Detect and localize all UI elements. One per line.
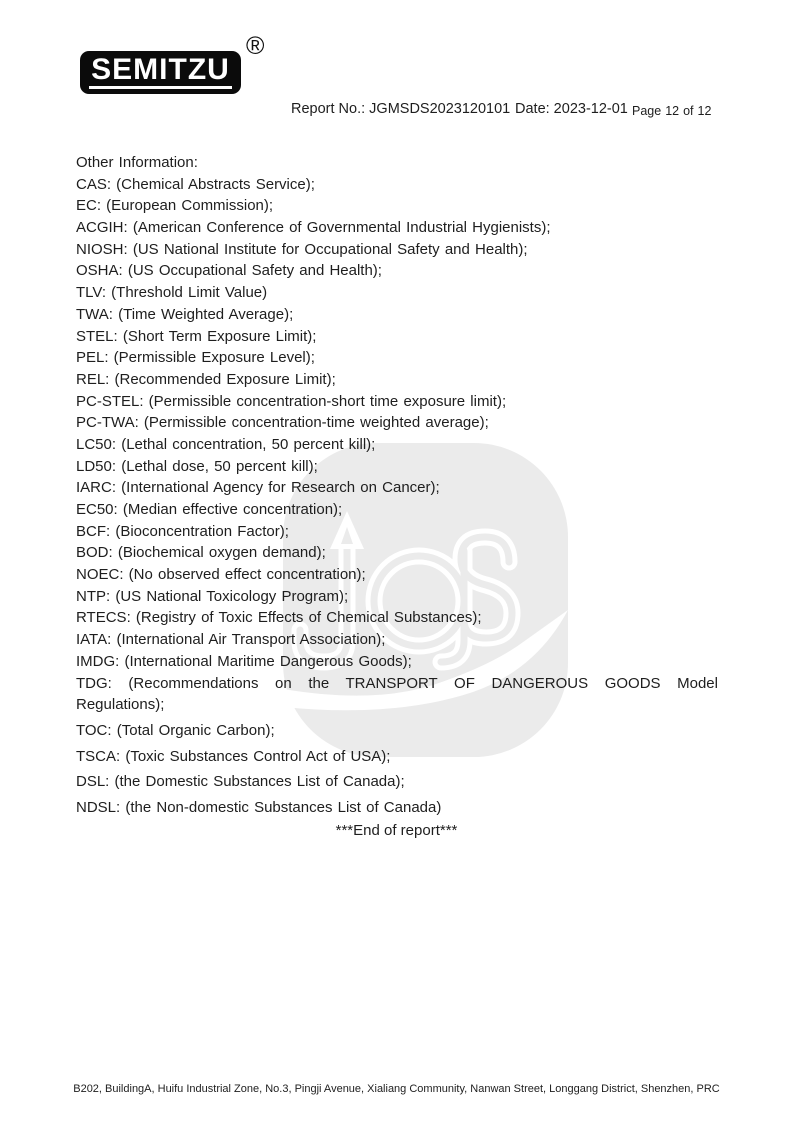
report-date: Date: 2023-12-01 xyxy=(515,101,628,117)
body-line: IMDG: (International Maritime Dangerous Goods); xyxy=(76,652,412,670)
registered-trademark-icon: ® xyxy=(246,32,265,60)
body-line: NOEC: (No observed effect concentration); xyxy=(76,566,366,584)
body-line: TWA: (Time Weighted Average); xyxy=(76,305,294,323)
body-line: TLV: (Threshold Limit Value) xyxy=(76,284,268,302)
footer-address: B202, BuildingA, Huifu Industrial Zone, No.3, Pingji Avenue, Xialiang Community, Nanwan Street, Longgang District, Shenzhen, PRC xyxy=(73,1083,720,1095)
body-line: DSL: (the Domestic Substances List of Canada); xyxy=(76,773,405,791)
body-line: STEL: (Short Term Exposure Limit); xyxy=(76,327,317,345)
body-line: IARC: (International Agency for Research on Cancer); xyxy=(76,479,440,497)
body-line: TDG: (Recommendations on the TRANSPORT OF DANGEROUS GOODS Model xyxy=(76,674,718,692)
body-line: NDSL: (the Non-domestic Substances List of Canada) xyxy=(76,798,442,816)
page-of-label: of xyxy=(683,104,694,118)
body-line: EC: (European Commission); xyxy=(76,197,274,215)
body-line: BOD: (Biochemical oxygen demand); xyxy=(76,544,326,562)
body-line: RTECS: (Registry of Toxic Effects of Chemical Substances); xyxy=(76,609,482,627)
body-line: NIOSH: (US National Institute for Occupational Safety and Health); xyxy=(76,240,528,258)
logo-underline xyxy=(89,86,232,89)
body-line: Regulations); xyxy=(76,696,165,714)
section-heading: Other Information: xyxy=(76,154,198,171)
page-label: Page xyxy=(632,104,662,118)
body-line: OSHA: (US Occupational Safety and Health); xyxy=(76,262,382,280)
body-line: PC-STEL: (Permissible concentration-short time exposure limit); xyxy=(76,392,507,410)
body-line: IATA: (International Air Transport Association); xyxy=(76,631,386,649)
logo-brand-text: SEMITZU xyxy=(91,53,230,86)
page-total: 12 xyxy=(697,104,712,118)
page-current: 12 xyxy=(665,104,680,118)
other-information-section xyxy=(76,152,718,819)
body-line: EC50: (Median effective concentration); xyxy=(76,501,343,518)
end-of-report-text: ***End of report*** xyxy=(335,822,458,839)
body-line: REL: (Recommended Exposure Limit); xyxy=(76,370,336,388)
body-line: BCF: (Bioconcentration Factor); xyxy=(76,522,289,540)
report-number: Report No.: JGMSDS2023120101 xyxy=(291,101,511,117)
body-line: CAS: (Chemical Abstracts Service); xyxy=(76,175,315,193)
body-line: PEL: (Permissible Exposure Level); xyxy=(76,349,315,367)
body-line: TSCA: (Toxic Substances Control Act of USA); xyxy=(76,747,391,765)
semitzu-logo xyxy=(80,51,241,94)
body-line: LD50: (Lethal dose, 50 percent kill); xyxy=(76,457,318,475)
body-line: TOC: (Total Organic Carbon); xyxy=(76,721,275,739)
body-line: ACGIH: (American Conference of Governmental Industrial Hygienists); xyxy=(76,219,551,237)
body-line: PC-TWA: (Permissible concentration-time weighted average); xyxy=(76,414,489,432)
body-line: NTP: (US National Toxicology Program); xyxy=(76,587,349,605)
body-line: LC50: (Lethal concentration, 50 percent kill); xyxy=(76,435,376,453)
page-indicator xyxy=(632,104,715,118)
